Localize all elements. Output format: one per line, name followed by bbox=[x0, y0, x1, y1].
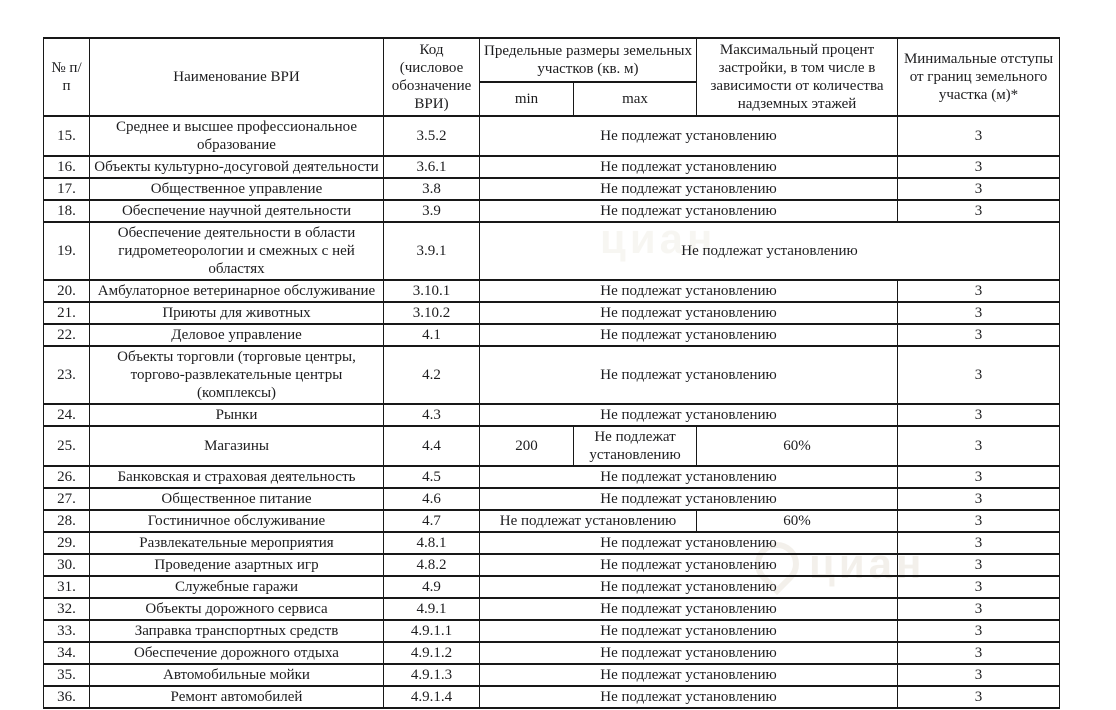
table-row bbox=[44, 116, 1060, 156]
vri-code-cell: 4.9 bbox=[384, 576, 480, 598]
vri-name-cell: Гостиничное обслуживание bbox=[90, 510, 384, 532]
setback-cell: 3 bbox=[898, 302, 1060, 324]
setback-cell: 3 bbox=[898, 510, 1060, 532]
vri-name-cell: Приюты для животных bbox=[90, 302, 384, 324]
vri-code-cell: 4.8.1 bbox=[384, 532, 480, 554]
watermark-text: циан bbox=[809, 540, 926, 587]
row-number-cell: 27. bbox=[44, 488, 90, 510]
vri-name-cell: Проведение азартных игр bbox=[90, 554, 384, 576]
row-number-cell: 31. bbox=[44, 576, 90, 598]
setback-cell: 3 bbox=[898, 554, 1060, 576]
setback-cell: 3 bbox=[898, 466, 1060, 488]
not-established-cell: Не подлежат установлению bbox=[480, 200, 898, 222]
vri-name-cell: Служебные гаражи bbox=[90, 576, 384, 598]
setback-cell: 3 bbox=[898, 404, 1060, 426]
vri-code-cell: 4.5 bbox=[384, 466, 480, 488]
setback-cell: 3 bbox=[898, 156, 1060, 178]
percent-cell: 60% bbox=[697, 510, 898, 532]
not-established-cell: Не подлежат установлению bbox=[480, 178, 898, 200]
vri-code-cell: 4.1 bbox=[384, 324, 480, 346]
setback-cell: 3 bbox=[898, 642, 1060, 664]
vri-code-cell: 4.7 bbox=[384, 510, 480, 532]
row-number-cell: 29. bbox=[44, 532, 90, 554]
header-min-setback: Минимальные отступы от границ земельного участка (м)* bbox=[898, 38, 1060, 116]
vri-code-cell: 4.9.1.3 bbox=[384, 664, 480, 686]
vri-name-cell: Объекты дорожного сервиса bbox=[90, 598, 384, 620]
table-row bbox=[44, 686, 1060, 708]
table-row bbox=[44, 576, 1060, 598]
vri-name-cell: Общественное питание bbox=[90, 488, 384, 510]
setback-cell: 3 bbox=[898, 620, 1060, 642]
row-number-cell: 18. bbox=[44, 200, 90, 222]
vri-name-cell: Объекты культурно-досуговой деятельности bbox=[90, 156, 384, 178]
table-row bbox=[44, 156, 1060, 178]
row-number-cell: 33. bbox=[44, 620, 90, 642]
table-row bbox=[44, 200, 1060, 222]
setback-cell: 3 bbox=[898, 576, 1060, 598]
vri-name-cell: Амбулаторное ветеринарное обслуживание bbox=[90, 280, 384, 302]
not-established-cell: Не подлежат установлению bbox=[480, 324, 898, 346]
setback-cell: 3 bbox=[898, 116, 1060, 156]
header-vri-code: Код (числовое обозначение ВРИ) bbox=[384, 38, 480, 116]
table-row bbox=[44, 426, 1060, 466]
not-established-cell: Не подлежат установлению bbox=[480, 280, 898, 302]
vri-name-cell: Рынки bbox=[90, 404, 384, 426]
not-established-cell: Не подлежат установлению bbox=[480, 620, 898, 642]
header-vri-name: Наименование ВРИ bbox=[90, 38, 384, 116]
not-established-cell: Не подлежат установлению bbox=[480, 116, 898, 156]
row-number-cell: 26. bbox=[44, 466, 90, 488]
table-row bbox=[44, 488, 1060, 510]
vri-name-cell: Среднее и высшее профессиональное образование bbox=[90, 116, 384, 156]
percent-cell: 60% bbox=[697, 426, 898, 466]
not-established-cell: Не подлежат установлению bbox=[480, 404, 898, 426]
row-number-cell: 22. bbox=[44, 324, 90, 346]
table-row bbox=[44, 404, 1060, 426]
vri-code-cell: 4.9.1.1 bbox=[384, 620, 480, 642]
not-established-cell: Не подлежат установлению bbox=[480, 576, 898, 598]
not-established-cell: Не подлежат установлению bbox=[480, 156, 898, 178]
table-row bbox=[44, 302, 1060, 324]
not-established-cell: Не подлежат установлению bbox=[480, 686, 898, 708]
header-max: max bbox=[574, 82, 697, 116]
row-number-cell: 21. bbox=[44, 302, 90, 324]
vri-code-cell: 3.9.1 bbox=[384, 222, 480, 280]
vri-name-cell: Деловое управление bbox=[90, 324, 384, 346]
vri-code-cell: 3.10.1 bbox=[384, 280, 480, 302]
setback-cell: 3 bbox=[898, 200, 1060, 222]
row-number-cell: 32. bbox=[44, 598, 90, 620]
not-established-cell: Не подлежат установлению bbox=[480, 302, 898, 324]
setback-cell: 3 bbox=[898, 532, 1060, 554]
vri-name-cell: Автомобильные мойки bbox=[90, 664, 384, 686]
setback-cell: 3 bbox=[898, 346, 1060, 404]
not-established-cell: Не подлежат установлению bbox=[480, 642, 898, 664]
vri-code-cell: 4.3 bbox=[384, 404, 480, 426]
vri-code-cell: 3.10.2 bbox=[384, 302, 480, 324]
table-row bbox=[44, 620, 1060, 642]
vri-code-cell: 3.5.2 bbox=[384, 116, 480, 156]
watermark-text: циан bbox=[600, 215, 717, 262]
vri-table bbox=[43, 37, 1060, 709]
setback-cell: 3 bbox=[898, 280, 1060, 302]
table-row bbox=[44, 664, 1060, 686]
table-row bbox=[44, 598, 1060, 620]
vri-name-cell: Обеспечение дорожного отдыха bbox=[90, 642, 384, 664]
header-row-number: № п/п bbox=[44, 38, 90, 116]
max-cell: Не подлежат установлению bbox=[574, 426, 697, 466]
vri-name-cell: Банковская и страховая деятельность bbox=[90, 466, 384, 488]
row-number-cell: 24. bbox=[44, 404, 90, 426]
vri-code-cell: 4.6 bbox=[384, 488, 480, 510]
not-established-cell: Не подлежат установлению bbox=[480, 488, 898, 510]
row-number-cell: 36. bbox=[44, 686, 90, 708]
table-row bbox=[44, 222, 1060, 280]
setback-cell: 3 bbox=[898, 664, 1060, 686]
vri-code-cell: 3.8 bbox=[384, 178, 480, 200]
not-established-cell: Не подлежат установлению bbox=[480, 664, 898, 686]
header-max-build-percent: Максимальный процент застройки, в том числе в зависимости от количества надземных этажей bbox=[697, 38, 898, 116]
vri-name-cell: Обеспечение научной деятельности bbox=[90, 200, 384, 222]
vri-code-cell: 3.6.1 bbox=[384, 156, 480, 178]
not-established-cell: Не подлежат установлению bbox=[480, 222, 1060, 280]
table-row bbox=[44, 324, 1060, 346]
vri-code-cell: 4.4 bbox=[384, 426, 480, 466]
table-row bbox=[44, 510, 1060, 532]
setback-cell: 3 bbox=[898, 178, 1060, 200]
row-number-cell: 20. bbox=[44, 280, 90, 302]
row-number-cell: 17. bbox=[44, 178, 90, 200]
not-established-cell: Не подлежат установлению bbox=[480, 346, 898, 404]
vri-code-cell: 4.9.1 bbox=[384, 598, 480, 620]
row-number-cell: 15. bbox=[44, 116, 90, 156]
table-row bbox=[44, 642, 1060, 664]
vri-code-cell: 4.9.1.4 bbox=[384, 686, 480, 708]
vri-name-cell: Развлекательные мероприятия bbox=[90, 532, 384, 554]
vri-name-cell: Ремонт автомобилей bbox=[90, 686, 384, 708]
vri-code-cell: 4.9.1.2 bbox=[384, 642, 480, 664]
row-number-cell: 34. bbox=[44, 642, 90, 664]
setback-cell: 3 bbox=[898, 598, 1060, 620]
row-number-cell: 19. bbox=[44, 222, 90, 280]
vri-name-cell: Объекты торговли (торговые центры, торгово-развлекательные центры (комплексы) bbox=[90, 346, 384, 404]
table-row bbox=[44, 466, 1060, 488]
header-size-limits-group: Предельные размеры земельных участков (кв. м) bbox=[480, 38, 697, 82]
vri-name-cell: Общественное управление bbox=[90, 178, 384, 200]
vri-name-cell: Магазины bbox=[90, 426, 384, 466]
row-number-cell: 30. bbox=[44, 554, 90, 576]
table-row bbox=[44, 280, 1060, 302]
setback-cell: 3 bbox=[898, 426, 1060, 466]
vri-table-container bbox=[43, 37, 1060, 709]
not-established-cell: Не подлежат установлению bbox=[480, 510, 697, 532]
setback-cell: 3 bbox=[898, 686, 1060, 708]
setback-cell: 3 bbox=[898, 324, 1060, 346]
table-row bbox=[44, 532, 1060, 554]
row-number-cell: 28. bbox=[44, 510, 90, 532]
vri-name-cell: Обеспечение деятельности в области гидрометеорологии и смежных с ней областях bbox=[90, 222, 384, 280]
vri-code-cell: 3.9 bbox=[384, 200, 480, 222]
not-established-cell: Не подлежат установлению bbox=[480, 598, 898, 620]
row-number-cell: 23. bbox=[44, 346, 90, 404]
not-established-cell: Не подлежат установлению bbox=[480, 554, 898, 576]
vri-code-cell: 4.8.2 bbox=[384, 554, 480, 576]
table-row bbox=[44, 554, 1060, 576]
not-established-cell: Не подлежат установлению bbox=[480, 532, 898, 554]
vri-name-cell: Заправка транспортных средств bbox=[90, 620, 384, 642]
table-row bbox=[44, 178, 1060, 200]
row-number-cell: 35. bbox=[44, 664, 90, 686]
setback-cell: 3 bbox=[898, 488, 1060, 510]
row-number-cell: 16. bbox=[44, 156, 90, 178]
min-cell: 200 bbox=[480, 426, 574, 466]
not-established-cell: Не подлежат установлению bbox=[480, 466, 898, 488]
table-row bbox=[44, 346, 1060, 404]
vri-code-cell: 4.2 bbox=[384, 346, 480, 404]
row-number-cell: 25. bbox=[44, 426, 90, 466]
header-min: min bbox=[480, 82, 574, 116]
